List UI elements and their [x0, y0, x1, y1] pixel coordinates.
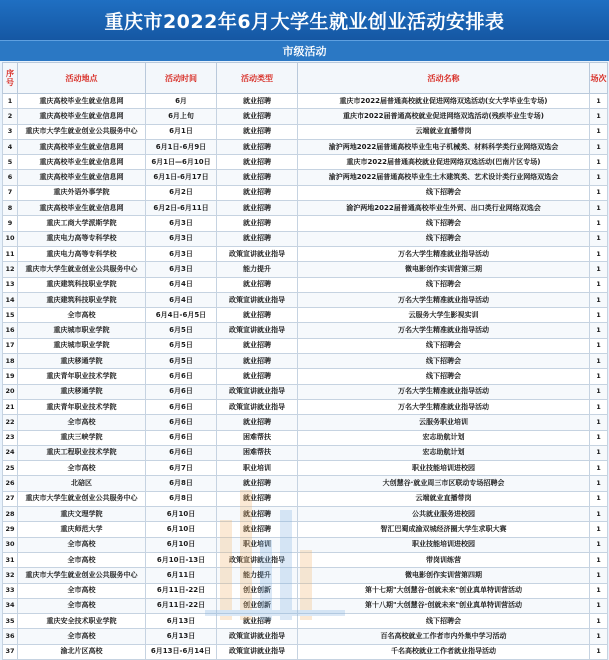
cell-index: 23 [3, 430, 18, 445]
cell-name: 云端就业直播带岗 [298, 491, 590, 506]
cell-location: 重庆安全技术职业学院 [18, 614, 146, 629]
cell-type: 创业创新 [217, 598, 298, 613]
cell-name: 千名高校就业工作者就业指导活动 [298, 644, 590, 659]
cell-time: 6月6日 [146, 399, 217, 414]
table-row [3, 338, 608, 353]
cell-sessions: 1 [590, 109, 608, 124]
cell-sessions: 1 [590, 415, 608, 430]
cell-type: 就业招聘 [217, 94, 298, 109]
cell-name: 云服务大学生影视实训 [298, 308, 590, 323]
cell-sessions: 1 [590, 522, 608, 537]
table-row [3, 614, 608, 629]
cell-name: 万名大学生精准就业指导活动 [298, 399, 590, 414]
cell-index: 24 [3, 445, 18, 460]
cell-time: 6月1日-6月17日 [146, 170, 217, 185]
cell-type: 能力提升 [217, 262, 298, 277]
cell-sessions: 1 [590, 170, 608, 185]
cell-location: 重庆高校毕业生就业信息网 [18, 155, 146, 170]
cell-time: 6月13日-6月14日 [146, 644, 217, 659]
cell-sessions: 1 [590, 583, 608, 598]
cell-sessions: 1 [590, 94, 608, 109]
cell-index: 26 [3, 476, 18, 491]
cell-sessions: 1 [590, 537, 608, 552]
cell-name: 线下招聘会 [298, 277, 590, 292]
cell-name: 线下招聘会 [298, 185, 590, 200]
table-row [3, 292, 608, 307]
cell-name: 线下招聘会 [298, 354, 590, 369]
cell-index: 12 [3, 262, 18, 277]
cell-type: 就业招聘 [217, 354, 298, 369]
cell-name: 重庆市2022届普通高校就业促进网络双选活动(女大学毕业生专场) [298, 94, 590, 109]
cell-time: 6月11日 [146, 568, 217, 583]
cell-index: 4 [3, 139, 18, 154]
table-row [3, 491, 608, 506]
table-row [3, 537, 608, 552]
cell-sessions: 1 [590, 629, 608, 644]
cell-name: 云服务职业培训 [298, 415, 590, 430]
cell-type: 就业招聘 [217, 415, 298, 430]
cell-index: 13 [3, 277, 18, 292]
cell-index: 14 [3, 292, 18, 307]
cell-name: 带岗训练营 [298, 552, 590, 567]
cell-sessions: 1 [590, 598, 608, 613]
cell-sessions: 1 [590, 231, 608, 246]
cell-name: 线下招聘会 [298, 369, 590, 384]
cell-index: 30 [3, 537, 18, 552]
cell-index: 36 [3, 629, 18, 644]
cell-sessions: 1 [590, 384, 608, 399]
cell-type: 就业招聘 [217, 308, 298, 323]
cell-time: 6月7日 [146, 461, 217, 476]
table-row [3, 262, 608, 277]
cell-sessions: 1 [590, 507, 608, 522]
title-banner [0, 0, 609, 40]
cell-name: 大创慧谷·就业周三市区联动专场招聘会 [298, 476, 590, 491]
cell-location: 重庆三峡学院 [18, 430, 146, 445]
cell-sessions: 1 [590, 430, 608, 445]
cell-sessions: 1 [590, 246, 608, 261]
cell-type: 困难帮扶 [217, 445, 298, 460]
table-row [3, 354, 608, 369]
cell-index: 32 [3, 568, 18, 583]
cell-time: 6月6日 [146, 430, 217, 445]
cell-type: 就业招聘 [217, 231, 298, 246]
cell-name: 线下招聘会 [298, 231, 590, 246]
cell-type: 困难帮扶 [217, 430, 298, 445]
table-row [3, 185, 608, 200]
cell-name: 微电影创作实训营第四期 [298, 568, 590, 583]
cell-sessions: 1 [590, 399, 608, 414]
cell-name: 渝沪两地2022届普通高校毕业生土木建筑类、艺术设计类行业网络双选会 [298, 170, 590, 185]
cell-location: 全市高校 [18, 583, 146, 598]
cell-time: 6月上旬 [146, 109, 217, 124]
cell-index: 8 [3, 201, 18, 216]
table-row [3, 629, 608, 644]
cell-name: 渝沪两地2022届普通高校毕业生外贸、出口类行业网络双选会 [298, 201, 590, 216]
cell-sessions: 1 [590, 124, 608, 139]
cell-index: 9 [3, 216, 18, 231]
cell-location: 重庆高校毕业生就业信息网 [18, 201, 146, 216]
cell-time: 6月8日 [146, 476, 217, 491]
cell-sessions: 1 [590, 369, 608, 384]
cell-index: 25 [3, 461, 18, 476]
table-row [3, 430, 608, 445]
table-row [3, 323, 608, 338]
cell-index: 7 [3, 185, 18, 200]
cell-location: 重庆市大学生就业创业公共服务中心 [18, 568, 146, 583]
cell-time: 6月6日 [146, 415, 217, 430]
table-row [3, 384, 608, 399]
cell-location: 重庆师范大学 [18, 522, 146, 537]
cell-name: 万名大学生精准就业指导活动 [298, 292, 590, 307]
cell-index: 37 [3, 644, 18, 659]
cell-time: 6月4日-6月5日 [146, 308, 217, 323]
cell-name: 线下招聘会 [298, 216, 590, 231]
cell-index: 15 [3, 308, 18, 323]
schedule-table-wrapper [2, 62, 607, 660]
cell-location: 重庆城市职业学院 [18, 338, 146, 353]
table-row [3, 155, 608, 170]
cell-name: 重庆市2022届普通高校就业促进网络双选活动(巴南片区专场) [298, 155, 590, 170]
cell-type: 就业招聘 [217, 139, 298, 154]
section-banner [0, 40, 609, 61]
cell-location: 全市高校 [18, 552, 146, 567]
schedule-table [2, 62, 608, 660]
table-row [3, 522, 608, 537]
cell-time: 6月1日—6月10日 [146, 155, 217, 170]
cell-location: 重庆高校毕业生就业信息网 [18, 139, 146, 154]
cell-location: 重庆移通学院 [18, 354, 146, 369]
cell-name: 万名大学生精准就业指导活动 [298, 246, 590, 261]
cell-sessions: 1 [590, 476, 608, 491]
cell-sessions: 1 [590, 461, 608, 476]
cell-index: 35 [3, 614, 18, 629]
cell-time: 6月3日 [146, 231, 217, 246]
table-row [3, 568, 608, 583]
cell-type: 就业招聘 [217, 109, 298, 124]
cell-sessions: 1 [590, 155, 608, 170]
cell-location: 重庆市大学生就业创业公共服务中心 [18, 491, 146, 506]
cell-time: 6月5日 [146, 323, 217, 338]
cell-location: 重庆移通学院 [18, 384, 146, 399]
cell-index: 21 [3, 399, 18, 414]
cell-time: 6月6日 [146, 369, 217, 384]
cell-time: 6月2日-6月11日 [146, 201, 217, 216]
cell-sessions: 1 [590, 445, 608, 460]
cell-location: 全市高校 [18, 598, 146, 613]
cell-index: 3 [3, 124, 18, 139]
cell-type: 职业培训 [217, 461, 298, 476]
cell-index: 6 [3, 170, 18, 185]
cell-time: 6月6日 [146, 384, 217, 399]
cell-location: 重庆市大学生就业创业公共服务中心 [18, 262, 146, 277]
cell-type: 政策宣讲就业指导 [217, 384, 298, 399]
table-row [3, 231, 608, 246]
cell-location: 重庆电力高等专科学校 [18, 246, 146, 261]
cell-index: 19 [3, 369, 18, 384]
cell-sessions: 1 [590, 277, 608, 292]
cell-type: 就业招聘 [217, 124, 298, 139]
table-row [3, 109, 608, 124]
cell-index: 1 [3, 94, 18, 109]
cell-name: 第十八期"大创慧谷·创就未来"创业真单特训营活动 [298, 598, 590, 613]
cell-name: 渝沪两地2022届普通高校毕业生电子机械类、材料科学类行业网络双选会 [298, 139, 590, 154]
cell-time: 6月 [146, 94, 217, 109]
cell-name: 线下招聘会 [298, 338, 590, 353]
table-row [3, 507, 608, 522]
cell-time: 6月13日 [146, 614, 217, 629]
cell-type: 就业招聘 [217, 614, 298, 629]
cell-sessions: 1 [590, 262, 608, 277]
cell-name: 智汇巴蜀成渝双城经济圈大学生求职大赛 [298, 522, 590, 537]
header-name: 活动名称 [298, 63, 590, 94]
cell-sessions: 1 [590, 644, 608, 659]
cell-index: 22 [3, 415, 18, 430]
table-row [3, 308, 608, 323]
table-row [3, 399, 608, 414]
cell-sessions: 1 [590, 552, 608, 567]
table-row [3, 644, 608, 659]
cell-time: 6月11日-22日 [146, 598, 217, 613]
cell-index: 29 [3, 522, 18, 537]
cell-sessions: 1 [590, 491, 608, 506]
cell-type: 就业招聘 [217, 216, 298, 231]
header-location: 活动地点 [18, 63, 146, 94]
cell-type: 就业招聘 [217, 491, 298, 506]
cell-time: 6月6日 [146, 445, 217, 460]
cell-sessions: 1 [590, 139, 608, 154]
cell-time: 6月10日 [146, 537, 217, 552]
cell-location: 北碚区 [18, 476, 146, 491]
cell-name: 微电影创作实训营第三期 [298, 262, 590, 277]
cell-location: 重庆高校毕业生就业信息网 [18, 170, 146, 185]
cell-sessions: 1 [590, 568, 608, 583]
cell-location: 重庆高校毕业生就业信息网 [18, 94, 146, 109]
cell-sessions: 1 [590, 354, 608, 369]
cell-type: 就业招聘 [217, 277, 298, 292]
section-title: 市级活动 [282, 45, 327, 58]
header-sessions: 场次 [590, 63, 608, 94]
cell-sessions: 1 [590, 338, 608, 353]
table-row [3, 552, 608, 567]
cell-index: 33 [3, 583, 18, 598]
table-row [3, 277, 608, 292]
cell-type: 政策宣讲就业指导 [217, 644, 298, 659]
cell-time: 6月10日 [146, 522, 217, 537]
cell-sessions: 1 [590, 308, 608, 323]
cell-name: 职业技能培训进校园 [298, 461, 590, 476]
cell-type: 就业招聘 [217, 185, 298, 200]
table-row [3, 415, 608, 430]
cell-type: 政策宣讲就业指导 [217, 246, 298, 261]
table-row [3, 201, 608, 216]
cell-sessions: 1 [590, 292, 608, 307]
cell-location: 全市高校 [18, 461, 146, 476]
cell-sessions: 1 [590, 216, 608, 231]
cell-type: 政策宣讲就业指导 [217, 629, 298, 644]
cell-sessions: 1 [590, 201, 608, 216]
cell-time: 6月5日 [146, 338, 217, 353]
cell-index: 16 [3, 323, 18, 338]
table-row [3, 246, 608, 261]
cell-time: 6月5日 [146, 354, 217, 369]
cell-time: 6月4日 [146, 277, 217, 292]
cell-location: 重庆城市职业学院 [18, 323, 146, 338]
cell-sessions: 1 [590, 185, 608, 200]
cell-type: 政策宣讲就业指导 [217, 552, 298, 567]
cell-index: 27 [3, 491, 18, 506]
cell-name: 线下招聘会 [298, 614, 590, 629]
cell-index: 28 [3, 507, 18, 522]
cell-location: 重庆外语外事学院 [18, 185, 146, 200]
cell-location: 渝北片区高校 [18, 644, 146, 659]
cell-time: 6月11日-22日 [146, 583, 217, 598]
cell-location: 重庆青年职业技术学院 [18, 399, 146, 414]
cell-type: 政策宣讲就业指导 [217, 399, 298, 414]
cell-type: 就业招聘 [217, 170, 298, 185]
cell-index: 34 [3, 598, 18, 613]
cell-time: 6月3日 [146, 262, 217, 277]
table-row [3, 94, 608, 109]
cell-location: 重庆建筑科技职业学院 [18, 292, 146, 307]
cell-name: 第十七期"大创慧谷·创就未来"创业真单特训营活动 [298, 583, 590, 598]
cell-index: 20 [3, 384, 18, 399]
cell-name: 云端就业直播带岗 [298, 124, 590, 139]
cell-time: 6月8日 [146, 491, 217, 506]
cell-location: 全市高校 [18, 537, 146, 552]
cell-location: 重庆青年职业技术学院 [18, 369, 146, 384]
cell-index: 18 [3, 354, 18, 369]
cell-name: 万名大学生精准就业指导活动 [298, 323, 590, 338]
table-row [3, 445, 608, 460]
cell-time: 6月1日-6月9日 [146, 139, 217, 154]
cell-time: 6月3日 [146, 246, 217, 261]
cell-type: 政策宣讲就业指导 [217, 323, 298, 338]
cell-time: 6月3日 [146, 216, 217, 231]
cell-index: 5 [3, 155, 18, 170]
cell-time: 6月10日 [146, 507, 217, 522]
cell-index: 31 [3, 552, 18, 567]
cell-type: 就业招聘 [217, 507, 298, 522]
cell-type: 职业培训 [217, 537, 298, 552]
table-row [3, 369, 608, 384]
cell-location: 重庆市大学生就业创业公共服务中心 [18, 124, 146, 139]
header-time: 活动时间 [146, 63, 217, 94]
cell-location: 重庆工商大学派斯学院 [18, 216, 146, 231]
table-row [3, 476, 608, 491]
header-type: 活动类型 [217, 63, 298, 94]
cell-type: 就业招聘 [217, 338, 298, 353]
cell-time: 6月10日-13日 [146, 552, 217, 567]
table-row [3, 583, 608, 598]
cell-sessions: 1 [590, 614, 608, 629]
cell-name: 职业技能培训进校园 [298, 537, 590, 552]
cell-type: 就业招聘 [217, 369, 298, 384]
cell-type: 创业创新 [217, 583, 298, 598]
cell-location: 全市高校 [18, 415, 146, 430]
cell-location: 重庆电力高等专科学校 [18, 231, 146, 246]
cell-sessions: 1 [590, 323, 608, 338]
cell-location: 全市高校 [18, 629, 146, 644]
cell-type: 就业招聘 [217, 155, 298, 170]
cell-type: 就业招聘 [217, 476, 298, 491]
cell-index: 10 [3, 231, 18, 246]
cell-time: 6月1日 [146, 124, 217, 139]
table-row [3, 170, 608, 185]
cell-time: 6月2日 [146, 185, 217, 200]
cell-type: 能力提升 [217, 568, 298, 583]
cell-type: 就业招聘 [217, 201, 298, 216]
table-row [3, 216, 608, 231]
table-row [3, 461, 608, 476]
table-header-row [3, 63, 608, 94]
cell-name: 万名大学生精准就业指导活动 [298, 384, 590, 399]
cell-location: 重庆工程职业技术学院 [18, 445, 146, 460]
cell-location: 重庆高校毕业生就业信息网 [18, 109, 146, 124]
table-row [3, 139, 608, 154]
cell-index: 2 [3, 109, 18, 124]
cell-type: 政策宣讲就业指导 [217, 292, 298, 307]
cell-name: 宏志助航计划 [298, 430, 590, 445]
cell-time: 6月4日 [146, 292, 217, 307]
cell-location: 重庆建筑科技职业学院 [18, 277, 146, 292]
cell-location: 重庆文理学院 [18, 507, 146, 522]
page-title: 重庆市2022年6月大学生就业创业活动安排表 [104, 10, 505, 33]
table-row [3, 124, 608, 139]
table-row [3, 598, 608, 613]
cell-index: 11 [3, 246, 18, 261]
cell-time: 6月13日 [146, 629, 217, 644]
cell-type: 就业招聘 [217, 522, 298, 537]
cell-name: 公共就业服务进校园 [298, 507, 590, 522]
header-index: 序号 [3, 63, 18, 94]
cell-index: 17 [3, 338, 18, 353]
cell-name: 重庆市2022届普通高校就业促进网络双选活动(残疾毕业生专场) [298, 109, 590, 124]
cell-location: 全市高校 [18, 308, 146, 323]
cell-name: 百名高校就业工作者市内外集中学习活动 [298, 629, 590, 644]
cell-name: 宏志助航计划 [298, 445, 590, 460]
